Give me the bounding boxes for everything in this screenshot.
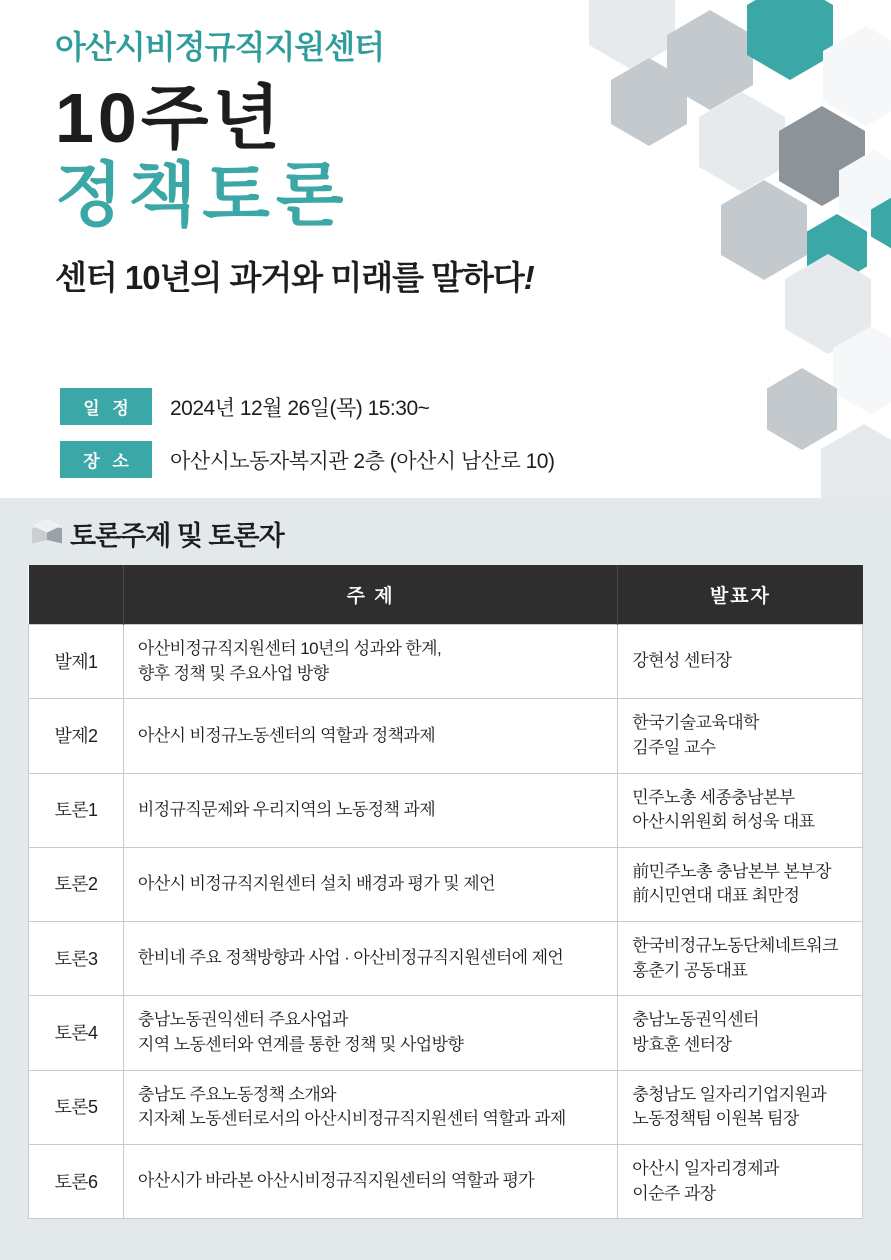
row-topic-line1: 아산시 비정규노동센터의 역할과 정책과제 bbox=[137, 725, 436, 745]
place-value: 아산시노동자복지관 2층 (아산시 남산로 10) bbox=[170, 449, 555, 473]
row-topic-line2: 지자체 노동센터로서의 아산시비정규직지원센터 역할과 과제 bbox=[137, 1109, 566, 1129]
row-topic-line1: 아산시 비정규직지원센터 설치 배경과 평가 및 제언 bbox=[137, 874, 495, 894]
row-no: 발제1 bbox=[29, 625, 124, 699]
row-speaker bbox=[618, 996, 863, 1070]
row-speaker bbox=[618, 773, 863, 847]
row-topic bbox=[123, 996, 617, 1070]
row-topic-line1: 충남도 주요노동정책 소개와 bbox=[137, 1084, 337, 1104]
row-speaker bbox=[618, 699, 863, 773]
cube-icon bbox=[32, 519, 62, 549]
col-header-no bbox=[29, 565, 124, 625]
table-head bbox=[29, 565, 863, 625]
row-no: 토론5 bbox=[29, 1070, 124, 1144]
table-row bbox=[29, 699, 863, 773]
row-topic bbox=[123, 699, 617, 773]
row-topic-line1: 한비네 주요 정책방향과 사업 · 아산비정규직지원센터에 제언 bbox=[137, 948, 564, 968]
table-row bbox=[29, 996, 863, 1070]
row-topic bbox=[123, 1144, 617, 1218]
section-title-text: 토론주제 및 토론자 bbox=[70, 521, 284, 551]
row-speaker-line2: 아산시위원회 허성욱 대표 bbox=[632, 812, 815, 832]
row-topic bbox=[123, 1070, 617, 1144]
date-value: 2024년 12월 26일(목) 15:30~ bbox=[170, 396, 430, 420]
row-speaker-line1: 아산시 일자리경제과 bbox=[632, 1158, 779, 1178]
table-header-row bbox=[29, 565, 863, 625]
row-speaker-line1: 충남노동권익센터 bbox=[632, 1010, 759, 1030]
row-no: 발제2 bbox=[29, 699, 124, 773]
row-no: 토론1 bbox=[29, 773, 124, 847]
col-header-speaker: 발표자 bbox=[618, 565, 863, 625]
poster-subtitle bbox=[55, 252, 655, 299]
row-speaker bbox=[618, 847, 863, 921]
row-speaker bbox=[618, 1144, 863, 1218]
row-topic-line2: 향후 정책 및 주요사업 방향 bbox=[137, 663, 329, 683]
table-body bbox=[29, 625, 863, 1219]
row-topic bbox=[123, 625, 617, 699]
table-row bbox=[29, 922, 863, 996]
row-speaker-line1: 한국비정규노동단체네트워크 bbox=[632, 936, 838, 956]
table-row bbox=[29, 773, 863, 847]
event-info bbox=[60, 388, 554, 494]
row-no: 토론6 bbox=[29, 1144, 124, 1218]
row-speaker-line2: 방효훈 센터장 bbox=[632, 1035, 732, 1055]
row-topic-line1: 아산시가 바라본 아산시비정규직지원센터의 역할과 평가 bbox=[137, 1171, 535, 1191]
title-line-1: 10주년 bbox=[55, 79, 285, 157]
row-topic-line1: 비정규직문제와 우리지역의 노동정책 과제 bbox=[137, 799, 436, 819]
row-speaker-line1: 민주노총 세종충남본부 bbox=[632, 787, 795, 807]
row-no: 토론3 bbox=[29, 922, 124, 996]
row-speaker-line2: 前시민연대 대표 최만정 bbox=[632, 886, 800, 906]
row-topic-line1: 아산비정규직지원센터 10년의 성과와 한계, bbox=[137, 639, 442, 658]
row-speaker-line1: 한국기술교육대학 bbox=[632, 713, 759, 733]
poster-header bbox=[55, 22, 655, 299]
table-row bbox=[29, 1144, 863, 1218]
row-speaker-line1: 前민주노총 충남본부 본부장 bbox=[632, 861, 831, 881]
row-speaker-line2: 홍춘기 공동대표 bbox=[632, 960, 748, 980]
row-speaker-line2: 이순주 과장 bbox=[632, 1183, 716, 1203]
title-line-2: 정책토론 bbox=[55, 155, 350, 234]
row-topic bbox=[123, 773, 617, 847]
date-label: 일 정 bbox=[60, 388, 152, 425]
program-table bbox=[28, 565, 863, 1219]
row-speaker bbox=[618, 922, 863, 996]
subtitle-text: 센터 10년의 과거와 미래를 말하다 bbox=[55, 258, 524, 296]
row-speaker-line1: 충청남도 일자리기업지원과 bbox=[632, 1084, 827, 1104]
subtitle-exclamation: ! bbox=[523, 258, 534, 296]
row-speaker bbox=[618, 1070, 863, 1144]
row-speaker-line1: 강현성 센터장 bbox=[632, 651, 732, 671]
table-row bbox=[29, 625, 863, 699]
organization-name: 아산시비정규직지원센터 bbox=[55, 29, 385, 65]
row-speaker bbox=[618, 625, 863, 699]
row-no: 토론4 bbox=[29, 996, 124, 1070]
row-topic-line2: 지역 노동센터와 연계를 통한 정책 및 사업방향 bbox=[137, 1035, 464, 1055]
row-speaker-line2: 노동정책팀 이원복 팀장 bbox=[632, 1109, 799, 1129]
row-speaker-line2: 김주일 교수 bbox=[632, 737, 716, 757]
program-section bbox=[0, 498, 891, 1260]
row-topic bbox=[123, 847, 617, 921]
place-label: 장 소 bbox=[60, 441, 152, 478]
info-row-date bbox=[60, 388, 554, 425]
table-row bbox=[29, 1070, 863, 1144]
section-heading bbox=[32, 514, 863, 553]
row-topic-line1: 충남노동권익센터 주요사업과 bbox=[137, 1010, 348, 1030]
row-no: 토론2 bbox=[29, 847, 124, 921]
info-row-place bbox=[60, 441, 554, 478]
table-row bbox=[29, 847, 863, 921]
col-header-topic: 주 제 bbox=[123, 565, 617, 625]
row-topic bbox=[123, 922, 617, 996]
